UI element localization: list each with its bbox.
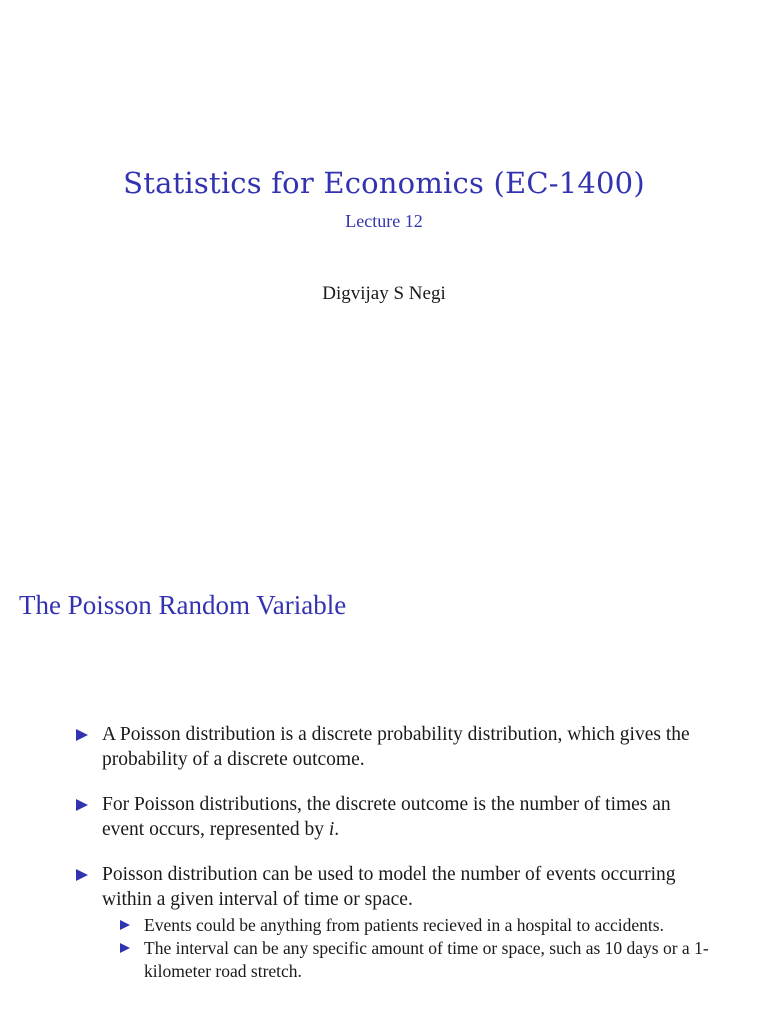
bullet-text-end: . xyxy=(334,819,340,840)
slide-heading: The Poisson Random Variable xyxy=(19,590,347,620)
math-variable: i xyxy=(328,819,335,840)
triangle-bullet-icon xyxy=(120,943,130,953)
sub-bullet-item xyxy=(102,937,744,983)
sub-bullet-text: Events could be anything from patients recieved in a hospital to accidents. xyxy=(144,915,664,935)
triangle-bullet-icon xyxy=(76,729,88,741)
bullet-text: For Poisson distributions, the discrete outcome is the number of times an event occurs, represented by xyxy=(102,794,671,840)
bullet-text: A Poisson distribution is a discrete probability distribution, which gives the probability of a discrete outcome. xyxy=(102,724,690,770)
author-name: Digvijay S Negi xyxy=(322,283,446,304)
triangle-bullet-icon xyxy=(120,920,130,930)
presentation-title: Statistics for Economics (EC-1400) xyxy=(123,166,645,200)
triangle-bullet-icon xyxy=(76,869,88,881)
bullet-item xyxy=(76,722,716,772)
bullet-item xyxy=(76,792,716,842)
bullet-item xyxy=(76,862,716,983)
bullet-list xyxy=(76,722,716,1003)
bullet-text: Poisson distribution can be used to model the number of events occurring within a given interval of time or space. xyxy=(102,864,676,910)
lecture-subtitle: Lecture 12 xyxy=(345,211,423,231)
sub-bullet-text: The interval can be any specific amount of time or space, such as 10 days or a 1-kilometer road stretch. xyxy=(144,938,709,981)
triangle-bullet-icon xyxy=(76,799,88,811)
sub-bullet-item xyxy=(102,914,744,937)
sub-bullet-list xyxy=(102,914,716,983)
